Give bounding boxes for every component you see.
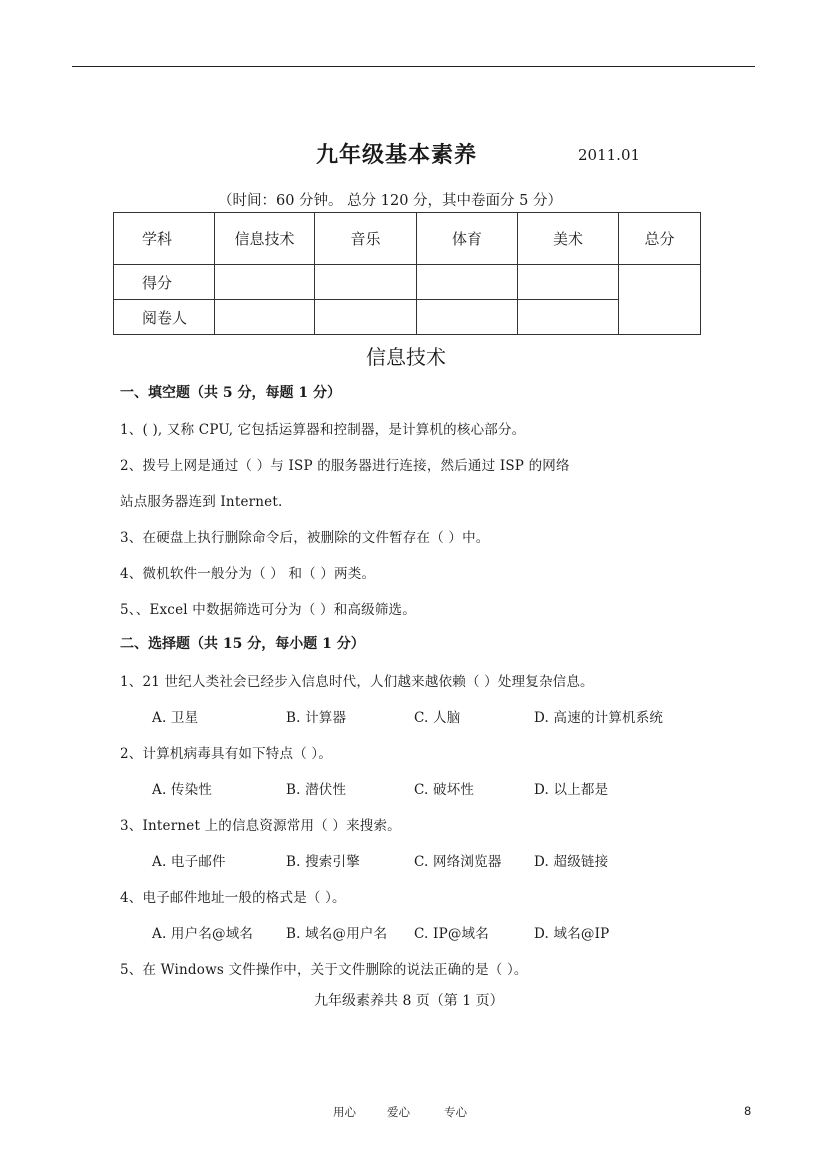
choice-question-4: 4、电子邮件地址一般的格式是（ ）。 — [120, 890, 346, 906]
page-number: 8 — [744, 1104, 752, 1118]
fill-blank-question-1: 1、( ), 又称 CPU, 它包括运算器和控制器，是计算机的核心部分。 — [120, 422, 526, 438]
column-header-pe: 体育 — [417, 213, 518, 265]
fill-blank-question-4: 4、微机软件一般分为（ ） 和（ ）两类。 — [120, 566, 376, 582]
choice-question-5: 5、在 Windows 文件操作中，关于文件删除的说法正确的是（ ）。 — [120, 962, 528, 978]
grader-cell[interactable] — [417, 300, 518, 335]
choice-option: A. 电子邮件 — [152, 854, 226, 870]
choice-option: C. 人脑 — [414, 710, 461, 726]
choice-question-3: 3、Internet 上的信息资源常用（ ）来搜索。 — [120, 818, 401, 834]
choice-question-1: 1、21 世纪人类社会已经步入信息时代，人们越来越依赖（ ）处理复杂信息。 — [120, 674, 594, 690]
fill-blank-question-2-continued: 站点服务器连到 Internet. — [120, 494, 283, 510]
fill-blank-question-5: 5、、Excel 中数据筛选可分为（ ）和高级筛选。 — [120, 602, 416, 618]
score-cell[interactable] — [518, 265, 619, 300]
column-header-total: 总分 — [619, 213, 701, 265]
choice-option: B. 搜索引擎 — [286, 854, 360, 870]
total-score-cell[interactable] — [619, 265, 701, 335]
row-label-grader: 阅卷人 — [114, 300, 215, 335]
column-header-it: 信息技术 — [215, 213, 315, 265]
grader-cell[interactable] — [518, 300, 619, 335]
choice-option: C. 破坏性 — [414, 782, 475, 798]
score-cell[interactable] — [417, 265, 518, 300]
fill-blank-question-2: 2、拨号上网是通过（ ）与 ISP 的服务器进行连接，然后通过 ISP 的网络 — [120, 458, 570, 474]
choice-option: D. 以上都是 — [534, 782, 609, 798]
header-rule — [72, 66, 755, 67]
score-row — [114, 265, 701, 300]
choice-option: C. IP@域名 — [414, 926, 489, 942]
column-header-art: 美术 — [518, 213, 619, 265]
row-label-score: 得分 — [114, 265, 215, 300]
score-cell[interactable] — [315, 265, 417, 300]
exam-title: 九年级基本素养 — [316, 142, 478, 168]
page-footer: 九年级素养共 8 页（第 1 页） — [314, 993, 504, 1009]
choice-option: C. 网络浏览器 — [414, 854, 502, 870]
grader-row — [114, 300, 701, 335]
grader-cell[interactable] — [215, 300, 315, 335]
choice-option: A. 传染性 — [152, 782, 213, 798]
choice-option: D. 域名@IP — [534, 926, 610, 942]
exam-date: 2011.01 — [578, 146, 641, 164]
column-header-subject: 学科 — [114, 213, 215, 265]
bottom-label-middle: 爱心 — [387, 1105, 410, 1119]
exam-subtitle: （时间：60 分钟。 总分 120 分，其中卷面分 5 分） — [218, 193, 563, 209]
choice-question-2: 2、计算机病毒具有如下特点（ ）。 — [120, 746, 333, 762]
choice-option: B. 潜伏性 — [286, 782, 347, 798]
choice-option: A. 用户名@域名 — [152, 926, 254, 942]
choice-option: B. 域名@用户名 — [286, 926, 388, 942]
column-header-music: 音乐 — [315, 213, 417, 265]
score-table — [113, 212, 701, 335]
choice-option: A. 卫星 — [152, 710, 199, 726]
fill-blank-question-3: 3、在硬盘上执行删除命令后，被删除的文件暂存在（ ）中。 — [120, 530, 490, 546]
score-cell[interactable] — [215, 265, 315, 300]
score-table-header-row — [114, 213, 701, 265]
multiple-choice-heading: 二、选择题（共 15 分，每小题 1 分） — [120, 636, 365, 652]
bottom-label-left: 用心 — [333, 1105, 356, 1119]
bottom-label-right: 专心 — [444, 1105, 467, 1119]
choice-option: D. 高速的计算机系统 — [534, 710, 664, 726]
choice-option: D. 超级链接 — [534, 854, 609, 870]
section-title: 信息技术 — [366, 345, 446, 369]
choice-option: B. 计算器 — [286, 710, 347, 726]
grader-cell[interactable] — [315, 300, 417, 335]
fill-blank-heading: 一、填空题（共 5 分，每题 1 分） — [120, 385, 341, 401]
